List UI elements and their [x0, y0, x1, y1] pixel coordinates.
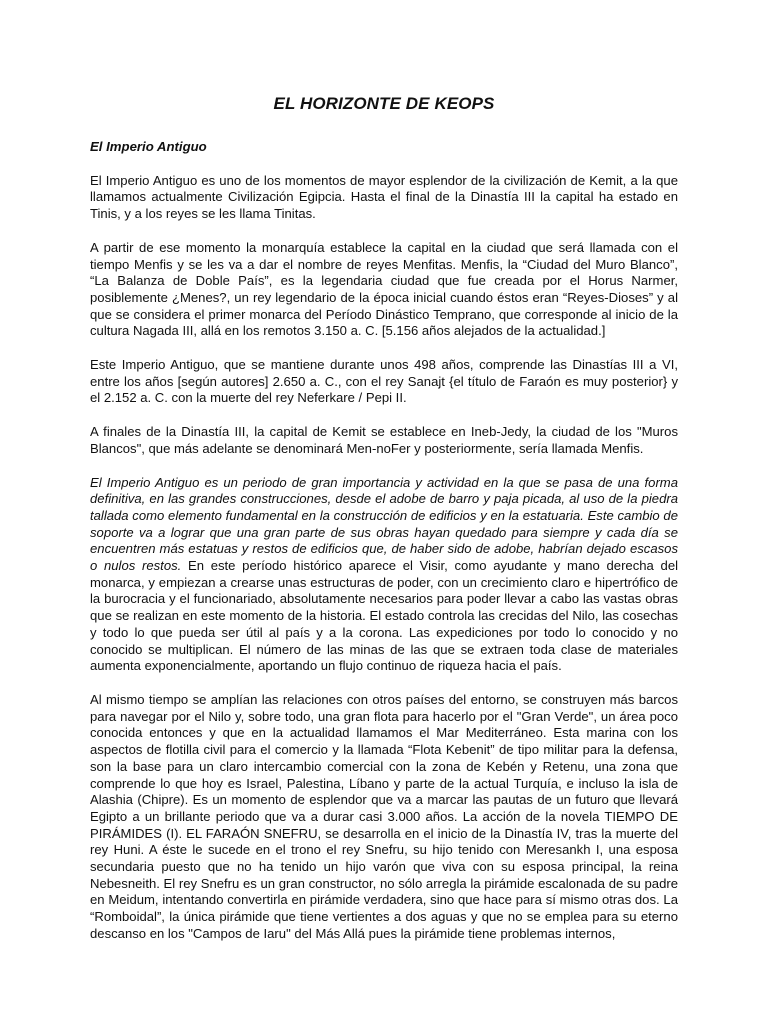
paragraph-5 — [90, 475, 678, 675]
page-title: EL HORIZONTE DE KEOPS — [273, 94, 495, 113]
paragraph-2: A partir de ese momento la monarquía establece la capital en la ciudad que será llamada con el tiempo Menfis y se les va a dar el nombre de reyes Menfitas. Menfis, la “Ciudad del Muro Blanco”, “La Balanza de Doble País”, es la legendaria ciudad que fue creada por el Horus Narmer, posiblemente ¿Menes?, un rey legendario de la época inicial cuando éstos eran “Reyes-Dioses” y al que se considera el primer monarca del Período Dinástico Temprano, que corresponde al inicio de la cultura Nagada III, allá en los remotos 3.150 a. C. [5.156 años alejados de la actualidad.] — [90, 239, 678, 339]
paragraph-4: A finales de la Dinastía III, la capital de Kemit se establece en Ineb-Jedy, la ciudad de los "Muros Blancos", que más adelante se denominará Men-noFer y posteriormente, sería llamada Menfis. — [90, 424, 678, 456]
paragraph-5-text: En este período histórico aparece el Visir, como ayudante y mano derecha del monarca, y empiezan a crearse unas estructuras de poder, con un crecimiento claro e hipertrófico de la burocracia y el funcionariado, absolutamente necesarios para poder llevar a cabo las vastas obras que se realizan en este momento de la historia. El estado controla las crecidas del Nilo, las cosechas y todo lo que pueda ser útil al país y a la corona. Las expediciones por todo lo conocido y no conocido se multiplican. El número de las minas de las que se extraen toda clase de materiales aumenta exponencialmente, aportando un flujo continuo de riqueza hacia el país. — [90, 558, 679, 674]
paragraph-3: Este Imperio Antiguo, que se mantiene durante unos 498 años, comprende las Dinastías III a VI, entre los años [según autores] 2.650 a. C., con el rey Sanajt {el título de Faraón es muy posterior} y el 2.152 a. C. con la muerte del rey Neferkare / Pepi II. — [90, 357, 678, 406]
section-heading: El Imperio Antiguo — [90, 139, 207, 154]
paragraph-1: El Imperio Antiguo es uno de los momentos de mayor esplendor de la civilización de Kemit, a la que llamamos actualmente Civilización Egipcia. Hasta el final de la Dinastía III la capital ha estado en Tinis, y a los reyes se les llama Tinitas. — [90, 172, 678, 222]
paragraph-5-italic-text: El Imperio Antiguo es un periodo de gran importancia y actividad en la que se pasa de una forma definitiva, en las grandes construcciones, desde el adobe de barro y paja picada, al uso de la piedra tallada como elemento fundamental en la construcción de edificios y en la estatuaria. Este cambio de soporte va a lograr que una gran parte de sus obras hayan quedado para siempre y cada día se encuentren más estatuas y restos de edificios que, de haber sido de adobe, habrían dejado escasos o nulos restos. — [90, 474, 678, 574]
paragraph-6: Al mismo tiempo se amplían las relaciones con otros países del entorno, se construyen más barcos para navegar por el Nilo y, sobre todo, una gran flota para hacerlo por el "Gran Verde", un área poco conocida entonces y que en la actualidad llamamos el Mar Mediterráneo. Esta marina con los aspectos de flotilla civil para el comercio y la llamada “Flota Kebenit” de tipo militar para la defensa, son la base para un claro intercambio comercial con la zona de Kebén y Retenu, una zona que comprende lo que hoy es Israel, Palestina, Líbano y parte de la actual Turquía, e incluso la isla de Alashia (Chipre). Es un momento de esplendor que va a marcar las pautas de un futuro que llevará Egipto a un brillante periodo que va a durar casi 3.000 años. La acción de la novela TIEMPO DE PIRÁMIDES (I). EL FARAÓN SNEFRU, se desarrolla en el inicio de la Dinastía IV, tras la muerte del rey Huni. A éste le sucede en el trono el rey Snefru, su hijo tenido con Meresankh I, una esposa secundaria puesto que no ha tenido un hijo varón que viva con su esposa principal, la reina Nebesneith. El rey Snefru es un gran constructor, no sólo arregla la pirámide escalonada de su padre en Meidum, intentando convertirla en pirámide verdadera, sino que hace para sí mismo otras dos. La “Romboidal”, la única pirámide que tiene vertientes a dos aguas y que no se emplea para su eterno descanso en los "Campos de Iaru" del Más Allá pues la pirámide tiene problemas internos, — [90, 691, 678, 941]
